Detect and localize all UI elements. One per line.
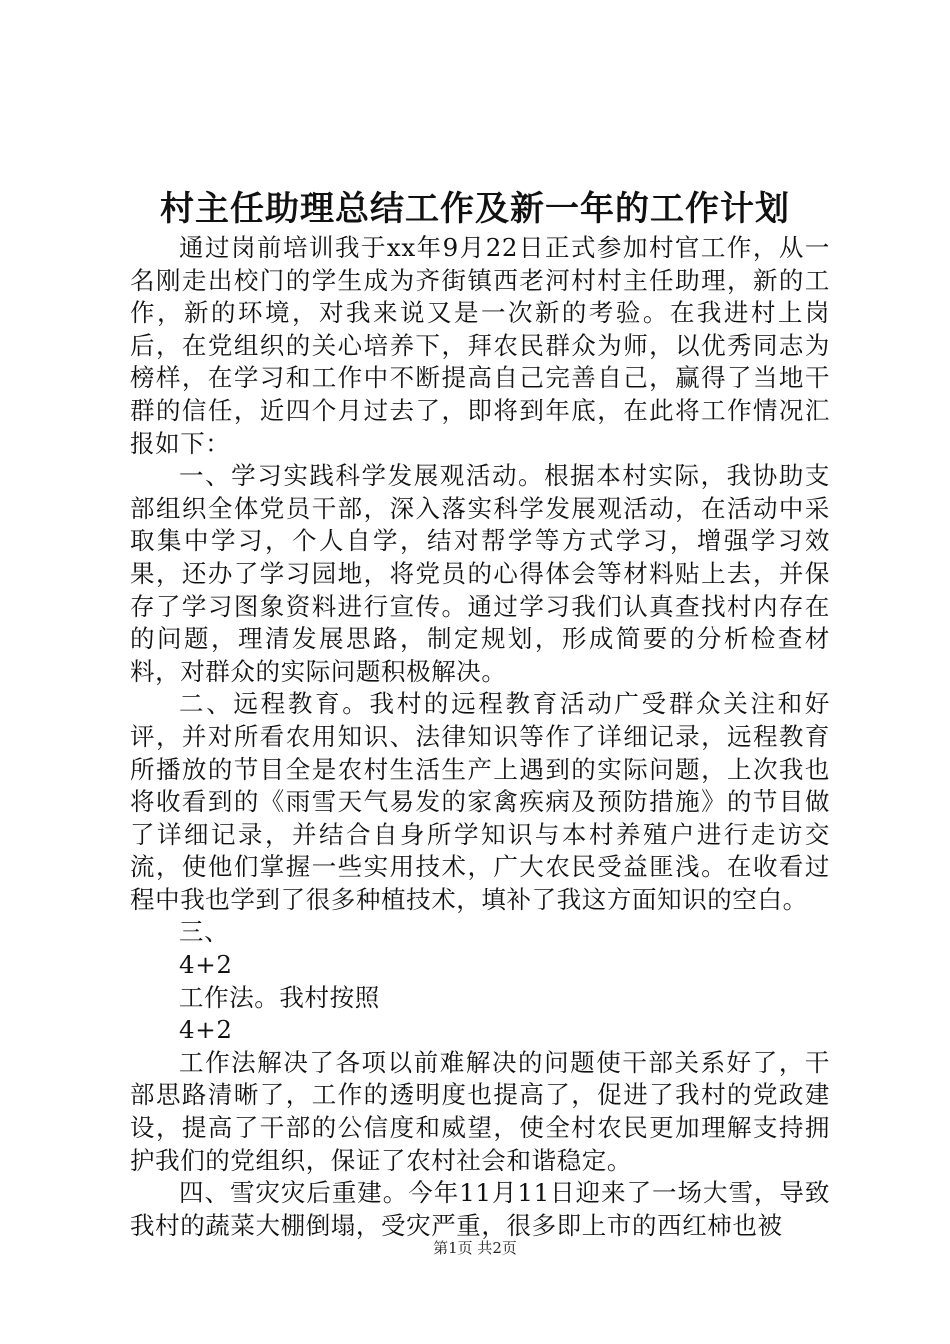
document-title: 村主任助理总结工作及新一年的工作计划 xyxy=(160,189,790,229)
paragraph-section-2: 二、远程教育。我村的远程教育活动广受群众关注和好评，并对所看农用知识、法律知识等作了详细记录，远程教育所播放的节目全是农村生活生产上遇到的实际问题，上次我也将收看到的《雨雪天气易发的家禽疾病及预防措施》的节目做了详细记录，并结合自身所学知识与本村养殖户进行走访交流，使他们掌握一些实用技术，广大农民受益匪浅。在收看过程中我也学到了很多种植技术，填补了我这方面知识的空白。 xyxy=(130,689,830,914)
fragment-section-3-heading: 三、 xyxy=(179,917,230,947)
paragraph-section-3-body: 工作法解决了各项以前难解决的问题使干部关系好了，干部思路清晰了，工作的透明度也提高了，促进了我村的党政建设，提高了干部的公信度和威望，使全村农民更加理解支持拥护我们的党组织，保证了农村社会和谐稳定。 xyxy=(130,1047,830,1175)
document-body xyxy=(130,232,830,1242)
paragraph-section-4: 四、雪灾灾后重建。今年11月11日迎来了一场大雪，导致我村的蔬菜大棚倒塌，受灾严重，很多即上市的西红柿也被 xyxy=(130,1178,830,1240)
fragment-method-text: 工作法。我村按照 xyxy=(179,982,380,1012)
page-footer: 第1页 共2页 xyxy=(433,1239,517,1257)
fragment-4plus2-a: 4+2 xyxy=(179,950,233,980)
fragment-4plus2-b: 4+2 xyxy=(179,1015,233,1045)
paragraph-intro: 通过岗前培训我于xx年9月22日正式参加村官工作，从一名刚走出校门的学生成为齐街镇西老河村村主任助理，新的工作，新的环境，对我来说又是一次新的考验。在我进村上岗后，在党组织的关心培养下，拜农民群众为师，以优秀同志为榜样，在学习和工作中不断提高自己完善自己，赢得了当地干群的信任，近四个月过去了，即将到年底，在此将工作情况汇报如下： xyxy=(130,233,830,458)
paragraph-section-1: 一、学习实践科学发展观活动。根据本村实际，我协助支部组织全体党员干部，深入落实科学发展观活动，在活动中采取集中学习，个人自学，结对帮学等方式学习，增强学习效果，还办了学习园地，将党员的心得体会等材料贴上去，并保存了学习图象资料进行宣传。通过学习我们认真查找村内存在的问题，理清发展思路，制定规划，形成简要的分析检查材料，对群众的实际问题积极解决。 xyxy=(130,461,830,686)
